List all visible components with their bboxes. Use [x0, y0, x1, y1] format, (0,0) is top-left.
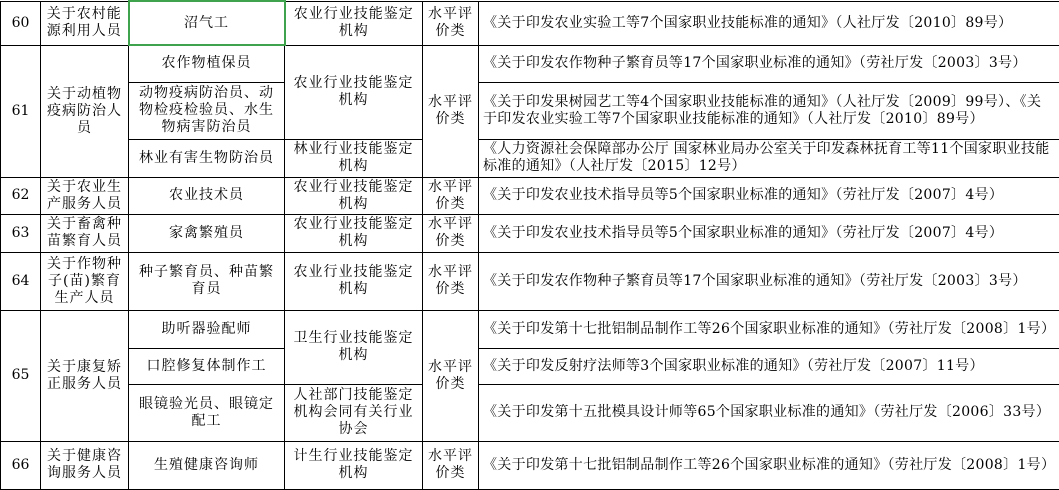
occupation-cell: 农作物植保员 — [129, 45, 285, 82]
table-row — [1, 139, 1059, 177]
authority-cell: 农业行业技能鉴定机构 — [285, 252, 423, 310]
table-row — [1, 214, 1059, 252]
row-number: 63 — [1, 214, 41, 252]
occupation-cell: 眼镜验光员、眼镜定配工 — [129, 384, 285, 441]
evaluation-type-cell: 水平评价类 — [423, 1, 479, 45]
occupation-cell: 生殖健康咨询师 — [129, 441, 285, 489]
authority-cell: 卫生行业技能鉴定机构 — [285, 310, 423, 384]
document-cell: 《关于印发果树园艺工等4个国家职业技能标准的通知》（人社厅发〔2009〕99号）、《关于印发农业实验工等7个国家职业技能标准的通知》（人社厅发〔2010〕89号） — [479, 82, 1059, 139]
category-cell: 关于健康咨询服务人员 — [41, 441, 129, 489]
row-number: 61 — [1, 45, 41, 177]
evaluation-type-cell: 水平评价类 — [423, 45, 479, 177]
occupation-cell: 口腔修复体制作工 — [129, 348, 285, 384]
category-cell: 关于农业生产服务人员 — [41, 177, 129, 214]
authority-cell: 农业行业技能鉴定机构 — [285, 45, 423, 139]
occupation-cell: 种子繁育员、种苗繁育员 — [129, 252, 285, 310]
table-row — [1, 1, 1059, 45]
row-number: 64 — [1, 252, 41, 310]
occupation-cell: 动物疫病防治员、动物检疫检验员、水生物病害防治员 — [129, 82, 285, 139]
table-row — [1, 82, 1059, 139]
authority-cell: 计生行业技能鉴定机构 — [285, 441, 423, 489]
evaluation-type-cell: 水平评价类 — [423, 214, 479, 252]
table-row — [1, 310, 1059, 348]
row-number: 60 — [1, 1, 41, 45]
authority-cell: 林业行业技能鉴定机构 — [285, 139, 423, 177]
category-cell: 关于康复矫正服务人员 — [41, 310, 129, 441]
document-cell: 《关于印发第十五批模具设计师等65个国家职业标准的通知》（劳社厅发〔2006〕33号） — [479, 384, 1059, 441]
document-cell: 《关于印发第十七批铝制品制作工等26个国家职业标准的通知》（劳社厅发〔2008〕1号） — [479, 310, 1059, 348]
category-cell: 关于作物种子(苗)繁育生产人员 — [41, 252, 129, 310]
evaluation-type-cell: 水平评价类 — [423, 252, 479, 310]
authority-cell: 农业行业技能鉴定机构 — [285, 214, 423, 252]
document-cell: 《关于印发农业技术指导员等5个国家职业标准的通知》（劳社厅发〔2007〕4号） — [479, 214, 1059, 252]
table-row — [1, 441, 1059, 489]
document-cell: 《关于印发反射疗法师等3个国家职业标准的通知》（劳社厅发〔2007〕11号） — [479, 348, 1059, 384]
authority-cell: 农业行业技能鉴定机构 — [285, 177, 423, 214]
document-cell: 《人力资源社会保障部办公厅 国家林业局办公室关于印发森林抚育工等11个国家职业技能标准的通知》（人社厅发〔2015〕12号） — [479, 139, 1059, 177]
occupation-cell: 林业有害生物防治员 — [129, 139, 285, 177]
document-cell: 《关于印发农作物种子繁育员等17个国家职业标准的通知》（劳社厅发〔2003〕3号） — [479, 252, 1059, 310]
category-cell: 关于畜禽种苗繁育人员 — [41, 214, 129, 252]
occupation-cell: 家禽繁殖员 — [129, 214, 285, 252]
row-number: 66 — [1, 441, 41, 489]
document-cell: 《关于印发农业技术指导员等5个国家职业标准的通知》（劳社厅发〔2007〕4号） — [479, 177, 1059, 214]
row-number: 65 — [1, 310, 41, 441]
authority-cell: 农业行业技能鉴定机构 — [285, 1, 423, 45]
category-cell: 关于农村能源利用人员 — [41, 1, 129, 45]
table-row — [1, 177, 1059, 214]
category-cell: 关于动植物疫病防治人员 — [41, 45, 129, 177]
document-cell: 《关于印发农作物种子繁育员等17个国家职业标准的通知》（劳社厅发〔2003〕3号） — [479, 45, 1059, 82]
evaluation-type-cell: 水平评价类 — [423, 310, 479, 441]
row-number: 62 — [1, 177, 41, 214]
occupation-cell: 农业技术员 — [129, 177, 285, 214]
table-row — [1, 384, 1059, 441]
evaluation-type-cell: 水平评价类 — [423, 441, 479, 489]
table-row — [1, 45, 1059, 82]
authority-cell: 人社部门技能鉴定机构会同有关行业协会 — [285, 384, 423, 441]
occupation-cell[interactable]: 沼气工 — [129, 1, 285, 45]
document-cell: 《关于印发农业实验工等7个国家职业技能标准的通知》（人社厅发〔2010〕89号） — [479, 1, 1059, 45]
table-row — [1, 348, 1059, 384]
table-row — [1, 252, 1059, 310]
evaluation-type-cell: 水平评价类 — [423, 177, 479, 214]
document-cell: 《关于印发第十七批铝制品制作工等26个国家职业标准的通知》（劳社厅发〔2008〕1号） — [479, 441, 1059, 489]
occupation-cell: 助听器验配师 — [129, 310, 285, 348]
